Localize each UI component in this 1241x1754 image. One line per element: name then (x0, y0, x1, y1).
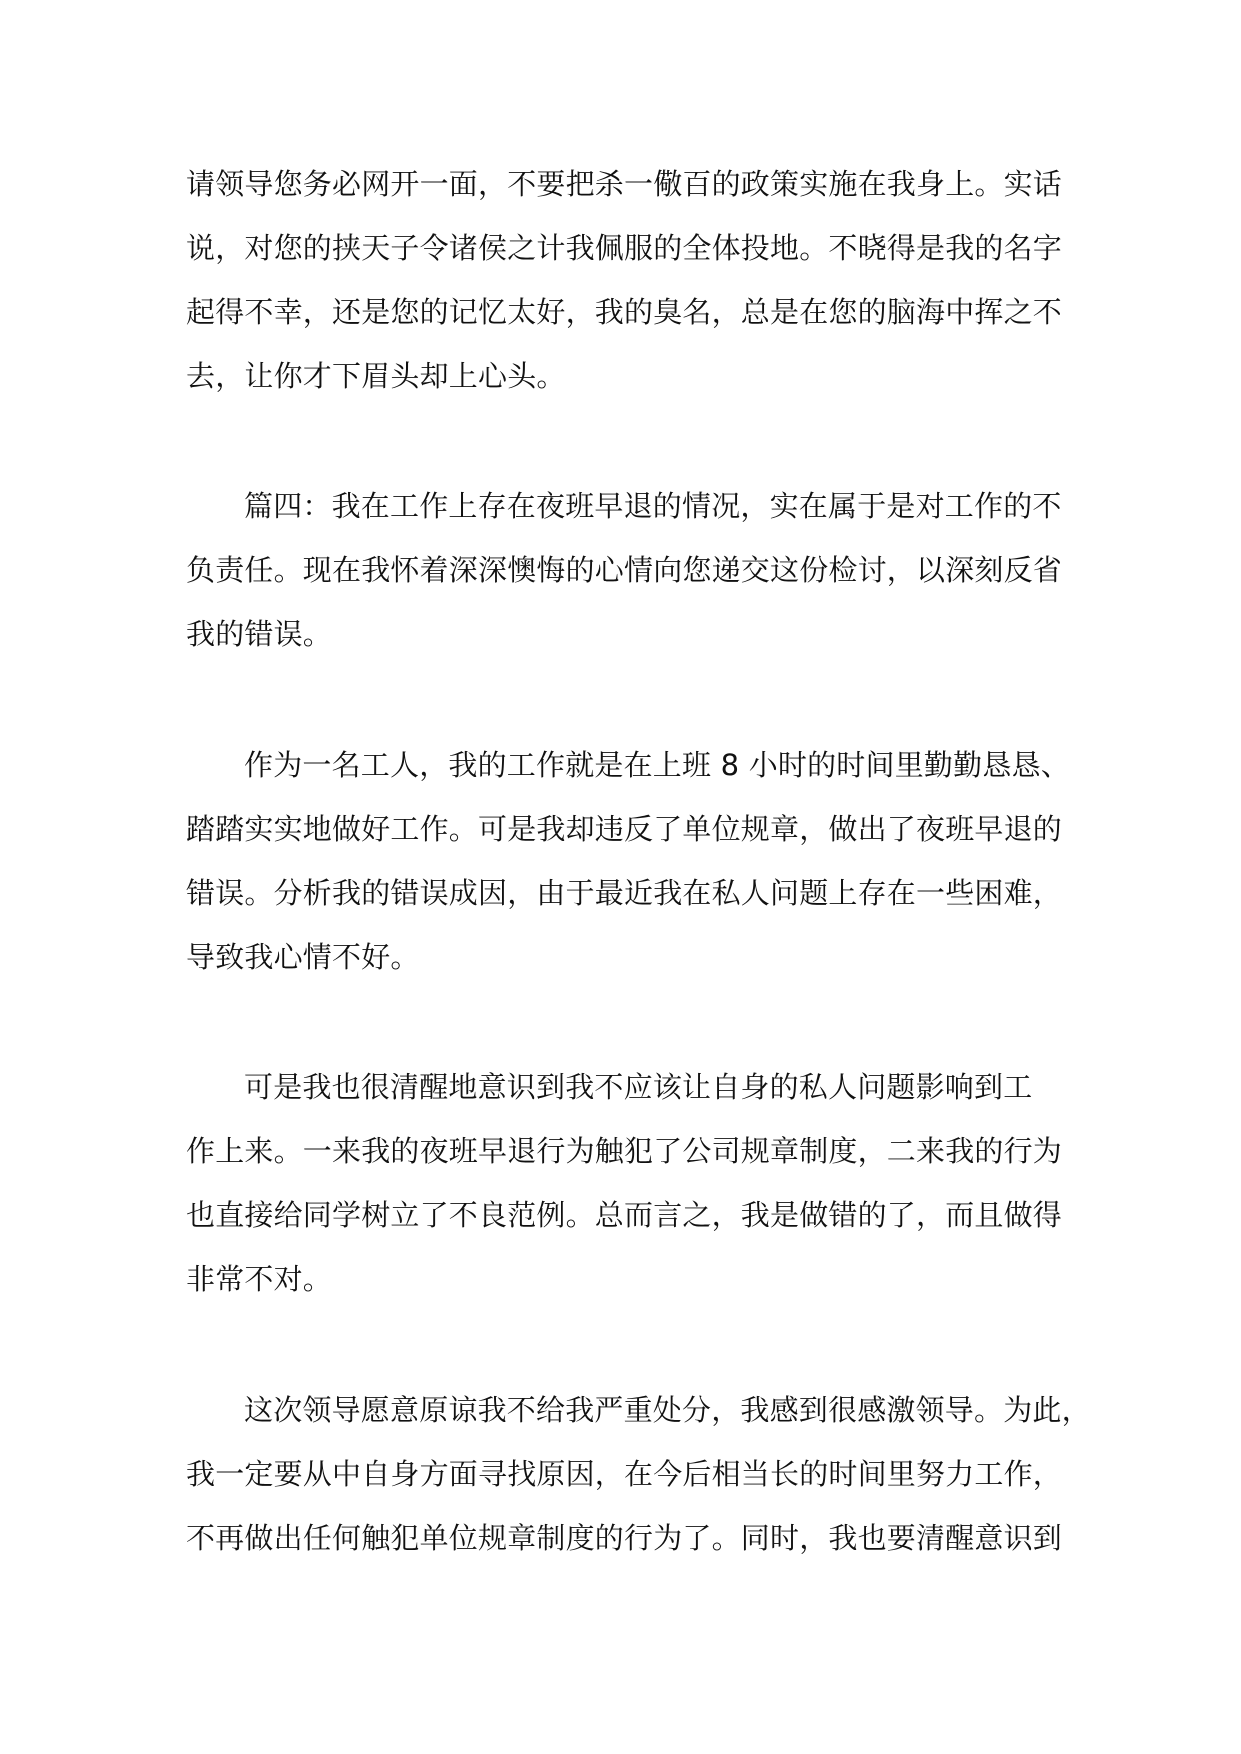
paragraph-3 (186, 733, 1086, 989)
paragraph-line: 非常不对。 (186, 1262, 333, 1296)
paragraph-line: 作为一名工人，我的工作就是在上班 8 小时的时间里勤勤恳恳、 (244, 748, 1070, 782)
paragraph-line: 错误。分析我的错误成因，由于最近我在私人问题上存在一些困难， (186, 876, 1063, 910)
paragraph-line: 篇四：我在工作上存在夜班早退的情况，实在属于是对工作的不 (244, 489, 1062, 523)
paragraph-line: 说，对您的挟天子令诸侯之计我佩服的全体投地。不晓得是我的名字 (186, 231, 1063, 265)
paragraph-2 (186, 474, 1086, 666)
paragraph-line: 起得不幸，还是您的记忆太好，我的臭名，总是在您的脑海中挥之不 (186, 295, 1063, 329)
paragraph-line: 导致我心情不好。 (186, 940, 420, 974)
paragraph-5 (186, 1378, 1091, 1570)
paragraph-line: 我一定要从中自身方面寻找原因，在今后相当长的时间里努力工作， (186, 1457, 1063, 1491)
paragraph-1 (186, 152, 1086, 408)
paragraph-line: 可是我也很清醒地意识到我不应该让自身的私人问题影响到工 (244, 1070, 1033, 1104)
paragraph-line: 我的错误。 (186, 617, 333, 651)
paragraph-line: 请领导您务必网开一面，不要把杀一儆百的政策实施在我身上。实话 (186, 167, 1063, 201)
paragraph-line: 不再做出任何触犯单位规章制度的行为了。同时，我也要清醒意识到 (186, 1521, 1063, 1555)
paragraph-4 (186, 1055, 1086, 1311)
paragraph-line: 踏踏实实地做好工作。可是我却违反了单位规章，做出了夜班早退的 (186, 812, 1063, 846)
paragraph-line: 去，让你才下眉头却上心头。 (186, 359, 566, 393)
paragraph-line: 负责任。现在我怀着深深懊悔的心情向您递交这份检讨，以深刻反省 (186, 553, 1063, 587)
paragraph-line: 也直接给同学树立了不良范例。总而言之，我是做错的了，而且做得 (186, 1198, 1063, 1232)
paragraph-line: 作上来。一来我的夜班早退行为触犯了公司规章制度，二来我的行为 (186, 1134, 1063, 1168)
paragraph-line: 这次领导愿意原谅我不给我严重处分，我感到很感激领导。为此， (244, 1393, 1091, 1427)
